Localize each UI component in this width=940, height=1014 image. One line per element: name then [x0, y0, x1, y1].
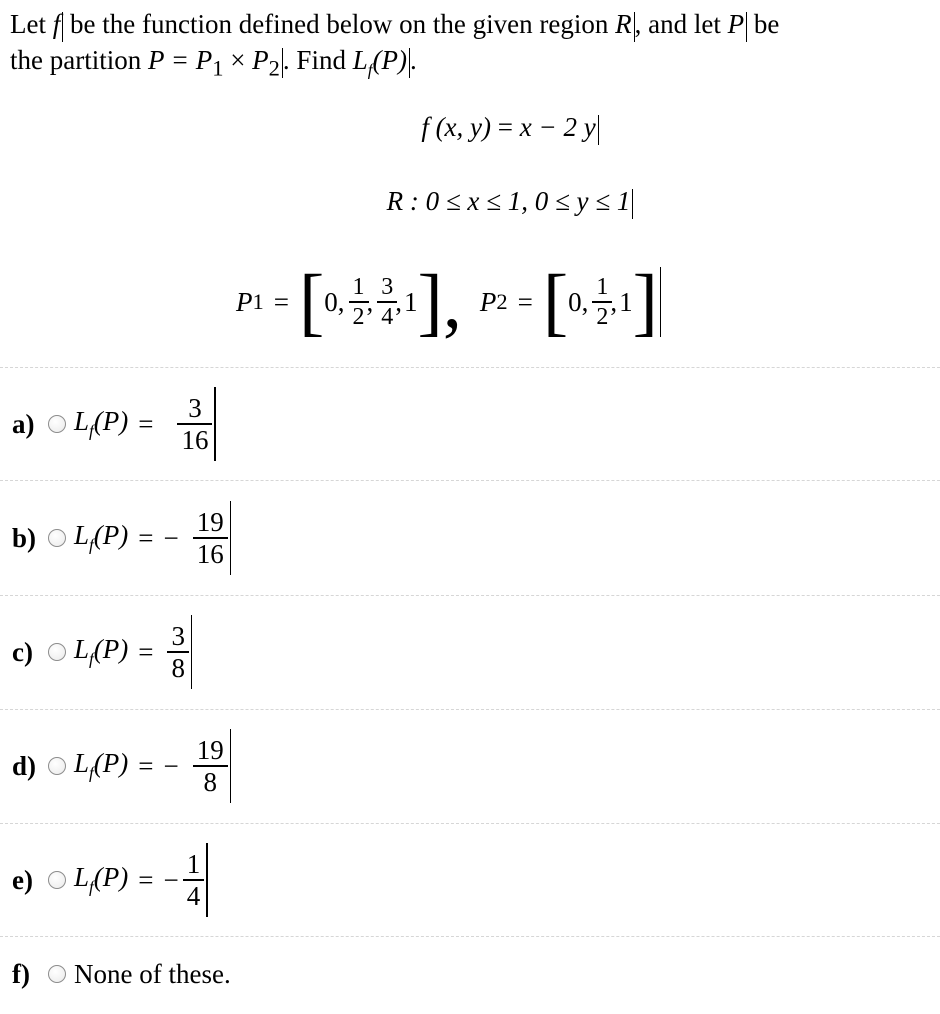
function-definition	[0, 112, 940, 145]
denominator: 8	[203, 766, 217, 797]
comma: ,	[395, 286, 403, 317]
radio-button[interactable]	[48, 415, 66, 433]
divider	[0, 823, 940, 824]
partition-symbol-2: P	[252, 45, 269, 75]
question-text-part: .	[409, 45, 417, 75]
question-text-part: Let	[10, 9, 53, 39]
equals-sign: =	[138, 750, 154, 781]
lower-sum-expression: $L_f(P)$	[74, 862, 129, 897]
numerator: 1	[186, 849, 201, 880]
p2-label: P	[479, 286, 497, 317]
bracket-open: [	[298, 260, 325, 344]
partition-expression: P = P	[147, 45, 213, 75]
bracket-close: ],	[417, 260, 462, 344]
text-cursor	[632, 189, 633, 219]
denominator: 16	[181, 424, 209, 455]
numerator: 19	[196, 735, 224, 766]
text-cursor	[191, 615, 193, 689]
text-cursor	[230, 729, 232, 803]
divider	[0, 595, 940, 596]
radio-button[interactable]	[48, 757, 66, 775]
text-cursor	[214, 387, 216, 461]
question-text-part: the partition	[10, 45, 148, 75]
radio-button[interactable]	[48, 643, 66, 661]
denominator: 2	[596, 303, 609, 330]
option-letter: d)	[12, 750, 37, 781]
option-e[interactable]	[12, 840, 208, 920]
equals-sign: =	[491, 112, 520, 142]
lower-sum-symbol: L	[352, 45, 368, 75]
text-cursor	[206, 843, 208, 917]
subscript: 2	[268, 55, 280, 81]
option-f[interactable]	[12, 934, 231, 1014]
lower-sum-expression: $L_f(P)$	[74, 634, 129, 669]
option-letter: e)	[12, 864, 33, 895]
subscript: 1	[212, 55, 224, 81]
denominator: 4	[381, 303, 394, 330]
minus-sign: −	[163, 750, 179, 781]
numerator: 3	[171, 621, 185, 652]
lower-sum-expression: $L_f(P)$	[74, 406, 129, 441]
lower-sum-expression: $L_f(P)$	[74, 520, 129, 555]
partition-symbol: P	[727, 9, 745, 39]
divider	[0, 709, 940, 710]
lower-sum-expression: $L_f(P)$	[74, 748, 129, 783]
numerator: 3	[381, 274, 394, 301]
option-b[interactable]	[12, 498, 231, 578]
function-lhs: f (x, y)	[421, 112, 492, 142]
partition-value: 0,	[568, 286, 589, 317]
fraction	[594, 273, 610, 331]
function-rhs: x − 2 y	[519, 112, 596, 142]
region-symbol: R	[615, 9, 632, 39]
question-text-part: be the function defined below on the given region	[63, 9, 616, 39]
numerator: 1	[352, 274, 365, 301]
p1-label: P	[236, 286, 253, 317]
question-text	[10, 6, 930, 88]
partition-value: 0,	[324, 286, 345, 317]
option-letter: b)	[12, 522, 37, 553]
answer-fraction	[193, 507, 228, 569]
radio-button[interactable]	[48, 965, 66, 983]
partition-definition	[0, 252, 940, 352]
denominator: 8	[171, 652, 185, 683]
radio-button[interactable]	[48, 871, 66, 889]
equals-sign: =	[138, 636, 154, 667]
text-cursor	[660, 267, 662, 337]
partition-value: 1	[619, 286, 633, 317]
region-text: R : 0 ≤ x ≤ 1, 0 ≤ y ≤ 1	[386, 186, 631, 216]
text-cursor	[598, 115, 599, 145]
minus-sign: −	[163, 864, 179, 895]
answer-fraction	[177, 393, 212, 455]
answer-fraction	[167, 621, 189, 683]
question-text-part: , and let	[634, 9, 728, 39]
numerator: 19	[196, 507, 224, 538]
region-definition	[0, 186, 940, 219]
question-text-part: be	[747, 9, 780, 39]
comma: ,	[610, 286, 618, 317]
option-d[interactable]	[12, 726, 231, 806]
option-letter: a)	[12, 408, 35, 439]
times-symbol: ×	[223, 45, 253, 75]
radio-button[interactable]	[48, 529, 66, 547]
denominator: 2	[352, 303, 365, 330]
option-c[interactable]	[12, 612, 192, 692]
denominator: 4	[186, 880, 201, 911]
option-letter: f)	[12, 958, 30, 989]
lower-sum-argument: (P)	[372, 45, 407, 75]
fraction	[351, 273, 367, 331]
numerator: 3	[188, 393, 202, 424]
option-text: None of these.	[74, 958, 231, 989]
equals-sign: =	[273, 286, 289, 317]
question-line-1	[10, 6, 930, 42]
subscript: f	[367, 60, 373, 80]
equals-sign: =	[138, 864, 154, 895]
subscript: 1	[252, 289, 264, 314]
minus-sign: −	[163, 522, 179, 553]
option-letter: c)	[12, 636, 33, 667]
fraction	[379, 273, 395, 331]
partition-value: 1	[404, 286, 418, 317]
bracket-close: ]	[632, 260, 658, 344]
comma: ,	[366, 286, 374, 317]
text-cursor	[230, 501, 232, 575]
bracket-open: [	[542, 260, 569, 344]
divider	[0, 480, 940, 481]
subscript: 2	[496, 289, 508, 314]
numerator: 1	[596, 274, 609, 301]
partition-row	[236, 260, 661, 344]
equals-sign: =	[517, 286, 533, 317]
answer-fraction	[183, 849, 205, 911]
equals-sign: =	[138, 408, 154, 439]
denominator: 16	[196, 538, 224, 569]
answer-fraction	[193, 735, 228, 797]
option-a[interactable]	[12, 384, 216, 464]
divider	[0, 367, 940, 368]
question-line-2	[10, 42, 930, 88]
question-text-part: . Find	[282, 45, 353, 75]
equals-sign: =	[138, 522, 154, 553]
function-symbol: f	[52, 9, 61, 39]
